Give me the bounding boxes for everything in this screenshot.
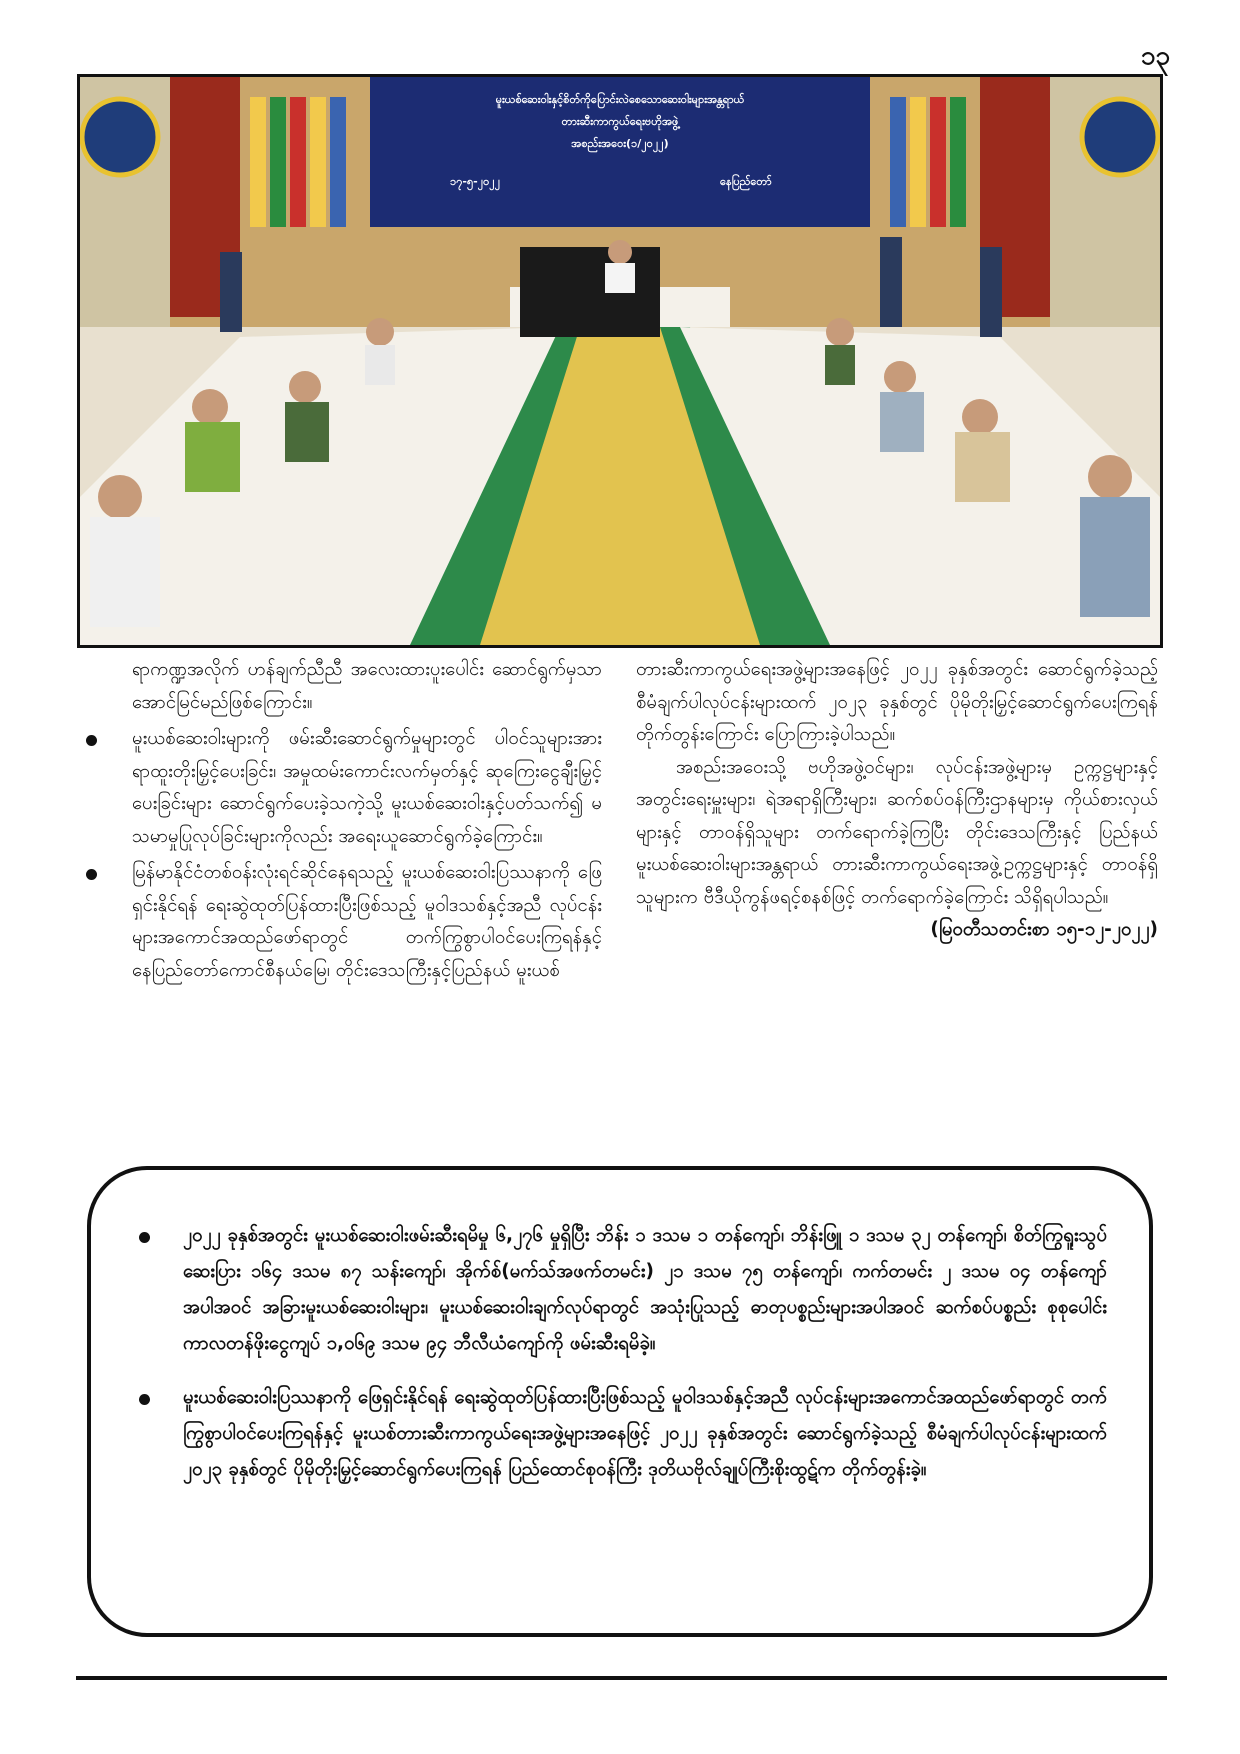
highlight-list (137, 1218, 1107, 1488)
source-citation: (မြဝတီသတင်းစာ ၁၅-၁၂-၂၀၂၂) (930, 919, 1158, 940)
right-paragraph: အစည်းအဝေးသို့ ဗဟိုအဖွဲ့ဝင်များ၊ လုပ်ငန်းအဖွဲ့များမှ ဥက္ကဋ္ဌများနှင့် အတွင်းရေးမှူးများ၊ ရဲအရာရှိကြီးများ၊ ဆက်စပ်ဝန်ကြီးဌာနများမှ ကိုယ်စားလှယ်များနှင့် တာဝန်ရှိသူများ တက်ရောက်ခဲ့ကြပြီး တိုင်းဒေသကြီးနှင့် ပြည်နယ် မူးယစ်ဆေးဝါးများအန္တရာယ် တားဆီးကာကွယ်ရေးအဖွဲ့ဥက္ကဋ္ဌများနှင့် တာဝန်ရှိသူများက ဗီဒီယိုကွန်ဖရင့်စနစ်ဖြင့် တက်ရောက်ခဲ့ကြောင်း သိရှိရပါသည်။ (636, 756, 1158, 908)
article-right-column (636, 654, 1158, 947)
left-continuation: ရာကဏ္ဍအလိုက် ဟန်ချက်ညီညီ အလေးထားပူးပေါင်း ဆောင်ရွက်မှသာ အောင်မြင်မည်ဖြစ်ကြောင်း။ (132, 659, 602, 713)
right-continuation: တားဆီးကာကွယ်ရေးအဖွဲ့များအနေဖြင့် ၂၀၂၂ ခုနှစ်အတွင်း ဆောင်ရွက်ခဲ့သည့် စီမံချက်ပါလုပ်ငန်းများထက် ၂၀၂၃ ခုနှစ်တွင် ပိုမိုတိုးမြှင့်ဆောင်ရွက်ပေးကြရန် တိုက်တွန်းကြောင်း ပြောကြားခဲ့ပါသည်။ (636, 659, 1158, 745)
page-number: ၁၃ (1140, 41, 1170, 71)
banner-place: နေပြည်တော် (720, 175, 772, 188)
banner-date: ၁၇-၅-၂၀၂၂ (450, 175, 501, 188)
bullet-icon (139, 1394, 150, 1405)
footer-divider (76, 1676, 1167, 1680)
banner-line-2: တားဆီးကာကွယ်ရေးဗဟိုအဖွဲ့ (561, 115, 679, 128)
highlight-box (87, 1166, 1153, 1637)
bullet-icon (86, 735, 97, 746)
banner-line-3: အစည်းအဝေး(၁/၂၀၂၂) (571, 137, 669, 150)
list-item: မူးယစ်ဆေးဝါးများကို ဖမ်းဆီးဆောင်ရွက်မှုများတွင် ပါဝင်သူများအား ရာထူးတိုးမြှင့်ပေးခြင်း၊ အမှုထမ်းကောင်းလက်မှတ်နှင့် ဆုကြေးငွေချီးမြှင့်ပေးခြင်းများ ဆောင်ရွက်ပေးခဲ့သကဲ့သို့ မူးယစ်ဆေးဝါးနှင့်ပတ်သက်၍ မသမာမှုပြုလုပ်ခြင်းများကိုလည်း အရေးယူဆောင်ရွက်ခဲ့ကြောင်း။ (82, 723, 602, 853)
list-item: မူးယစ်ဆေးဝါးပြဿနာကို ဖြေရှင်းနိုင်ရန် ရေးဆွဲထုတ်ပြန်ထားပြီးဖြစ်သည့် မူဝါဒသစ်နှင့်အညီ လုပ်ငန်းများအကောင်အထည်ဖော်ရာတွင် တက်ကြွစွာပါဝင်ပေးကြရန်နှင့် မူးယစ်တားဆီးကာကွယ်ရေးအဖွဲ့များအနေဖြင့် ၂၀၂၂ ခုနှစ်အတွင်း ဆောင်ရွက်ခဲ့သည့် စီမံချက်ပါလုပ်ငန်းများထက် ၂၀၂၃ ခုနှစ်တွင် ပိုမိုတိုးမြှင့်ဆောင်ရွက်ပေးကြရန် ပြည်ထောင်စုဝန်ကြီး ဒုတိယဗိုလ်ချုပ်ကြီးစိုးထွဋ်က တိုက်တွန်းခဲ့။ (137, 1380, 1107, 1488)
banner-line-1: မူးယစ်ဆေးဝါးနှင့်စိတ်ကိုပြောင်းလဲစေသောဆေးဝါးများအန္တရာယ် (495, 93, 745, 106)
bullet-icon (139, 1232, 150, 1243)
list-item: ၂၀၂၂ ခုနှစ်အတွင်း မူးယစ်ဆေးဝါးဖမ်းဆီးရမိမှု ၆,၂၇၆ မှုရှိပြီး ဘိန်း ၁ ဒသမ ၁ တန်ကျော်၊ ဘိန်းဖြူ ၁ ဒသမ ၃၂ တန်ကျော်၊ စိတ်ကြွရူးသွပ်ဆေးပြား ၁၆၄ ဒသမ ၈၇ သန်းကျော်၊ အိုက်စ်(မက်သ်အဖက်တမင်း) ၂၁ ဒသမ ၇၅ တန်ကျော်၊ ကက်တမင်း ၂ ဒသမ ၀၄ တန်ကျော်အပါအဝင် အခြားမူးယစ်ဆေးဝါးများ၊ မူးယစ်ဆေးဝါးချက်လုပ်ရာတွင် အသုံးပြုသည့် ဓာတုပစ္စည်းများအပါအဝင် ဆက်စပ်ပစ္စည်း စုစုပေါင်းကာလတန်ဖိုးငွေကျပ် ၁,၀၆၉ ဒသမ ၉၄ ဘီလီယံကျော်ကို ဖမ်းဆီးရမိခဲ့။ (137, 1218, 1107, 1362)
bullet-icon (86, 869, 97, 880)
article-left-column (82, 654, 602, 991)
left-bullet-list (82, 723, 602, 987)
list-item: မြန်မာနိုင်ငံတစ်ဝန်းလုံးရင်ဆိုင်နေရသည့် မူးယစ်ဆေးဝါးပြဿနာကို ဖြေရှင်းနိုင်ရန် ရေးဆွဲထုတ်ပြန်ထားပြီးဖြစ်သည့် မူဝါဒသစ်နှင့်အညီ လုပ်ငန်းများအကောင်အထည်ဖော်ရာတွင် တက်ကြွစွာပါဝင်ပေးကြရန်နှင့် နေပြည်တော်ကောင်စီနယ်မြေ၊ တိုင်းဒေသကြီးနှင့်ပြည်နယ် မူးယစ် (82, 857, 602, 987)
meeting-photo (77, 74, 1163, 648)
